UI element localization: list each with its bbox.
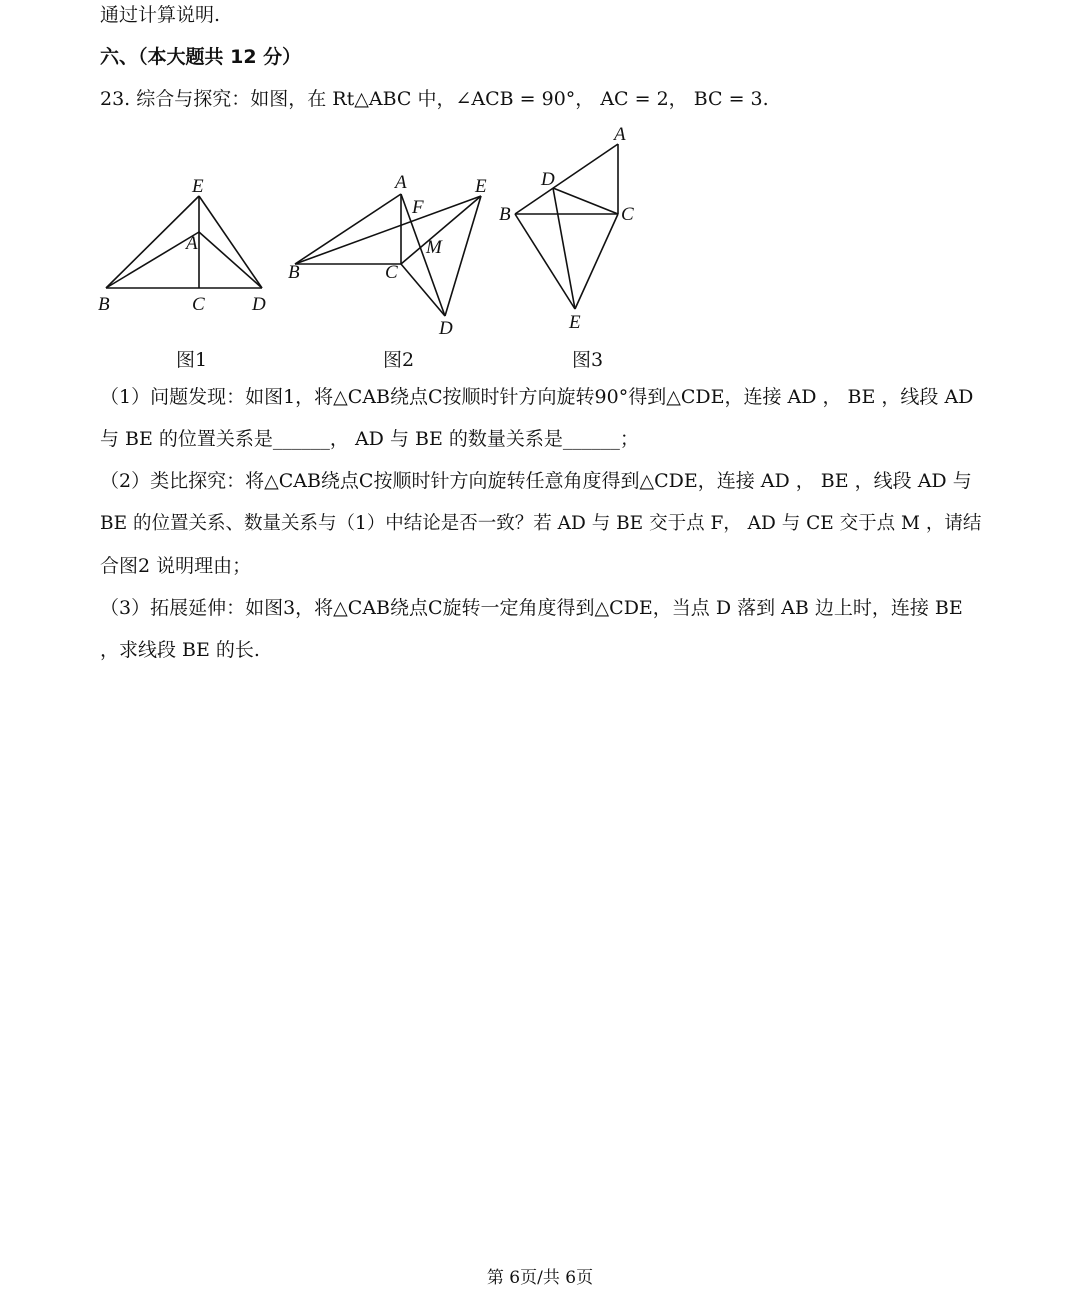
part2-line3: 合图2 说明理由；	[100, 555, 252, 577]
figure-2	[285, 168, 500, 343]
part1-line2: 与 BE 的位置关系是______， AD 与 BE 的数量关系是______；	[100, 428, 639, 450]
label-e: E	[475, 176, 487, 197]
line-ed	[199, 196, 262, 288]
figure-3-caption: 图3	[572, 349, 604, 371]
part2-line1: （2）类比探究：将△CAB绕点C按顺时针方向旋转任意角度得到△CDE，连接 AD ， BE ，线段 AD 与	[100, 470, 972, 492]
line-ad	[199, 232, 262, 288]
section-heading: 六、（本大题共 12 分）	[100, 46, 302, 68]
part3-line1: （3）拓展延伸：如图3，将△CAB绕点C旋转一定角度得到△CDE，当点 D 落到 AB 边上时，连接 BE	[100, 597, 963, 619]
label-d: D	[252, 294, 266, 315]
label-c: C	[192, 294, 205, 315]
label-c: C	[621, 204, 634, 225]
label-f: F	[412, 197, 424, 218]
line-be	[295, 196, 481, 264]
line-ba	[295, 194, 401, 264]
label-d: D	[439, 318, 453, 339]
line-ce	[575, 214, 618, 309]
figure-1-drawing	[90, 170, 280, 315]
label-m: M	[426, 237, 442, 258]
label-e: E	[192, 176, 204, 197]
label-b: B	[98, 294, 110, 315]
figure-2-drawing	[285, 168, 500, 343]
figure-1-caption: 图1	[176, 349, 208, 371]
label-a: A	[186, 233, 198, 254]
label-a: A	[395, 172, 407, 193]
problem-intro: 23. 综合与探究：如图，在 Rt△ABC 中，∠ACB = 90°， AC = 2， BC = 3.	[100, 88, 769, 110]
line-dc	[553, 188, 618, 214]
line-ed	[445, 196, 481, 316]
part3-line2: ，求线段 BE 的长.	[100, 639, 260, 661]
part2-line2: BE 的位置关系、数量关系与（1）中结论是否一致？若 AD 与 BE 交于点 F， AD 与 CE 交于点 M ，请结	[100, 513, 982, 534]
page-footer: 第 6页/共 6页	[486, 1268, 594, 1288]
top-line: 通过计算说明.	[100, 4, 221, 26]
figure-2-caption: 图2	[383, 349, 415, 371]
label-b: B	[288, 262, 300, 283]
figure-1	[90, 170, 280, 315]
label-d: D	[541, 169, 555, 190]
figure-3-drawing	[495, 122, 645, 334]
figure-3	[495, 122, 645, 334]
label-e: E	[569, 312, 581, 333]
label-c: C	[385, 262, 398, 283]
label-b: B	[499, 204, 511, 225]
line-ab	[515, 144, 618, 214]
line-cd	[401, 264, 445, 316]
label-a: A	[614, 124, 626, 145]
part1-line1: （1）问题发现：如图1，将△CAB绕点C按顺时针方向旋转90°得到△CDE，连接 AD ， BE ，线段 AD	[100, 386, 974, 408]
